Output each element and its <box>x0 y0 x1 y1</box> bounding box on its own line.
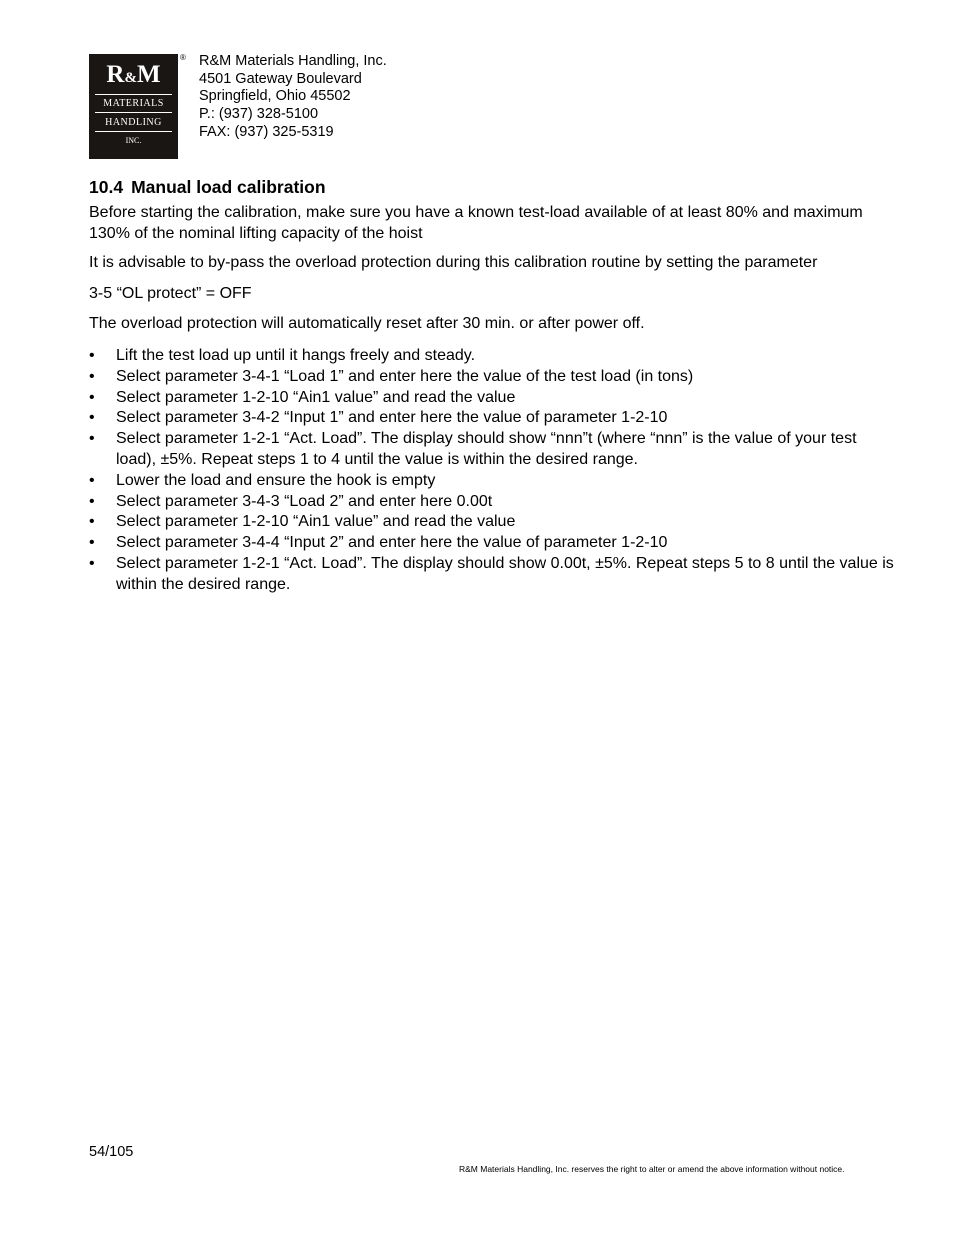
list-item: • Select parameter 3-4-2 “Input 1” and enter here the value of parameter 1-2-10 <box>89 408 894 429</box>
section-number: 10.4 <box>89 177 124 197</box>
logo-inc: INC. <box>125 136 142 145</box>
section-title: Manual load calibration <box>131 177 326 197</box>
logo-rule <box>95 112 172 113</box>
bullet-icon: • <box>89 534 95 552</box>
company-city: Springfield, Ohio 45502 <box>199 88 351 105</box>
parameter-setting: 3-5 “OL protect” = OFF <box>89 285 252 302</box>
list-item: • Select parameter 3-4-4 “Input 2” and enter here the value of parameter 1-2-10 <box>89 533 894 554</box>
logo-materials: MATERIALS <box>103 98 164 109</box>
bullet-icon: • <box>89 471 95 489</box>
logo-rule <box>95 94 172 95</box>
list-item: • Select parameter 1-2-1 “Act. Load”. The display should show 0.00t, ±5%. Repeat steps 5 to 8 until the value is within the desired range. <box>89 554 894 593</box>
bullet-icon: • <box>89 388 95 406</box>
company-phone: P.: (937) 328-5100 <box>199 106 319 123</box>
calibration-steps <box>89 346 894 596</box>
bullet-icon: • <box>89 409 95 427</box>
company-street: 4501 Gateway Boulevard <box>199 70 362 87</box>
bullet-icon: • <box>89 347 95 364</box>
bypass-paragraph: It is advisable to by-pass the overload protection during this calibration routine by setting the parameter <box>89 254 818 271</box>
footer-disclaimer: R&M Materials Handling, Inc. reserves the right to alter or amend the above information without notice. <box>459 1164 845 1174</box>
company-name: R&M Materials Handling, Inc. <box>199 53 387 69</box>
list-item: • Lift the test load up until it hangs freely and steady. <box>89 346 894 367</box>
list-item: • Select parameter 1-2-1 “Act. Load”. The display should show “nnn”t (where “nnn” is the value of your test load), ±5%. Repeat steps 1 to 4 until the value is within the desired range. <box>89 430 857 468</box>
bullet-icon: • <box>89 513 95 531</box>
reset-note: The overload protection will automatically reset after 30 min. or after power off. <box>89 315 645 332</box>
bullet-icon: • <box>89 367 95 385</box>
logo-rule <box>95 131 172 132</box>
bullet-icon: • <box>89 430 95 448</box>
registered-mark: ® <box>180 53 186 62</box>
page-number: 54/105 <box>89 1144 134 1160</box>
list-item: • Select parameter 3-4-3 “Load 2” and enter here 0.00t <box>89 492 894 513</box>
list-item: • Select parameter 1-2-10 “Ain1 value” and read the value <box>89 512 894 533</box>
company-address <box>199 53 387 142</box>
company-fax: FAX: (937) 325-5319 <box>199 123 334 140</box>
bullet-icon: • <box>89 492 95 510</box>
bullet-icon: • <box>89 554 95 572</box>
list-item: • Select parameter 1-2-10 “Ain1 value” and read the value <box>89 388 894 409</box>
logo-monogram: R&M <box>106 61 161 88</box>
section-heading <box>89 177 326 198</box>
list-item: • Lower the load and ensure the hook is empty <box>89 471 894 492</box>
intro-paragraph: Before starting the calibration, make sure you have a known test-load available of at least 80% and maximum 130% of the nominal lifting capacity of the hoist <box>89 204 863 242</box>
list-item: • Select parameter 3-4-1 “Load 1” and enter here the value of the test load (in tons) <box>89 367 894 388</box>
company-logo <box>89 54 178 159</box>
logo-handling: HANDLING <box>105 117 162 128</box>
